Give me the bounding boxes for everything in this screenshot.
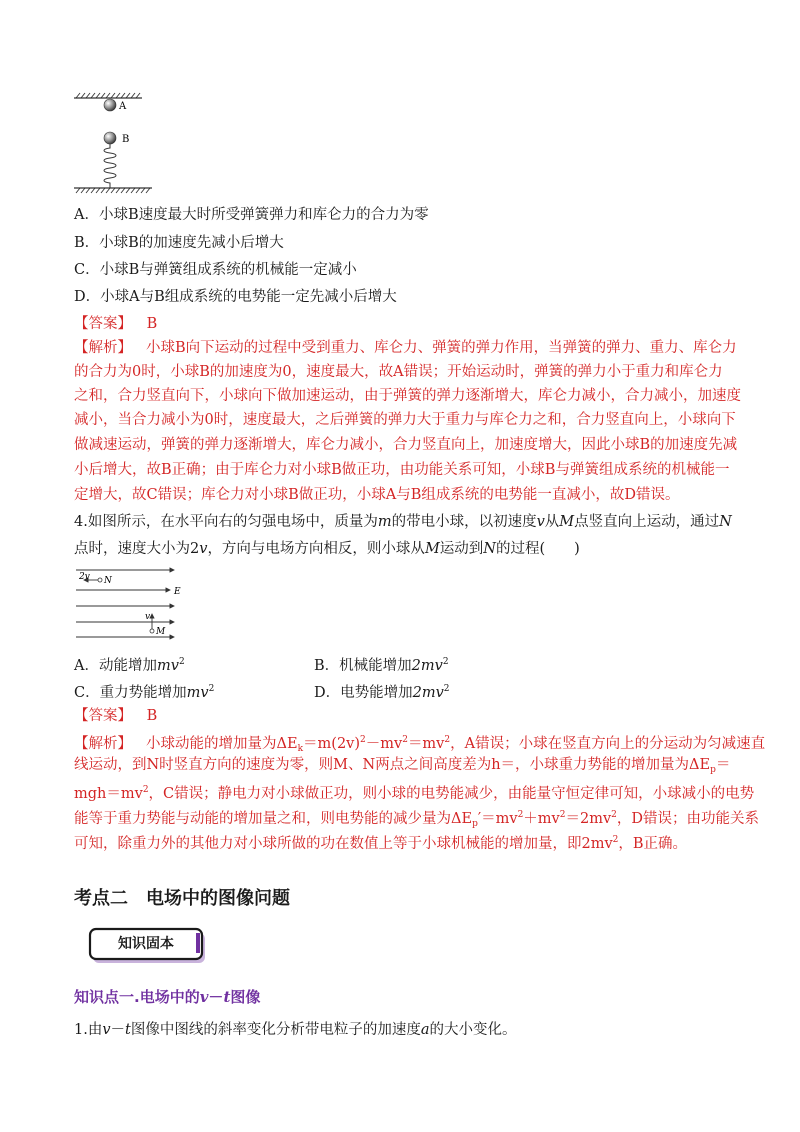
q4-analysis-line-2: 线运动，到N时竖直方向的速度为零，则M、N两点之间高度差为h＝，小球重力势能的增加量为$\Delta E_p=$ [74, 757, 731, 775]
spring-ball-figure [70, 92, 160, 200]
electric-field-figure [74, 566, 186, 642]
section-title: 考点二 电场中的图像问题 [74, 888, 290, 909]
q3-analysis-line-3: 之和，合力竖直向下，小球向下做加速运动，由于弹簧的弹力逐渐增大，库仑力减小，合力减小，加速度 [74, 388, 741, 404]
q4-stem-line-2: 点时，速度大小为2v，方向与电场方向相反，则小球从M运动到N的过程( ) [74, 541, 580, 557]
q4-option-c: C．重力势能增加$mv^2$ [74, 684, 215, 701]
analysis-tag: 【解析】 [74, 340, 132, 356]
q3-option-a: A．小球B速度最大时所受弹簧弹力和库仑力的合力为零 [74, 207, 429, 223]
knowledge-item-1: 1.由v－t图像中图线的斜率变化分析带电粒子的加速度a的大小变化。 [74, 1022, 517, 1038]
q3-option-c: C．小球B与弹簧组成系统的机械能一定减小 [74, 262, 357, 278]
q4-answer: 【答案】 B [74, 708, 158, 724]
q4-option-d: D．电势能增加$2mv^2$ [314, 684, 450, 701]
q3-analysis-line-2: 的合力为0时，小球B的加速度为0，速度最大，故A错误；开始运动时，弹簧的弹力小于重力和库仑力 [74, 364, 723, 380]
answer-value: B [146, 316, 158, 332]
analysis-tag: 【解析】 [74, 736, 132, 752]
badge-label: 知识固本 [118, 936, 174, 952]
point-m [150, 629, 154, 633]
q3-answer [74, 314, 157, 334]
q4-option-a: A．动能增加$mv^2$ [74, 657, 185, 674]
ball-a [104, 99, 116, 111]
q4-analysis-line-3: $mgh=mv^2$，C错误；静电力对小球做正功，则小球的电势能减少，由能量守恒定律可知，小球减小的电势 [74, 785, 755, 802]
knowledge-badge [88, 927, 210, 965]
q4-option-b: B．机械能增加$2mv^2$ [314, 657, 449, 674]
q4-analysis-line-1: 【解析】 小球动能的增加量为$\Delta E_k=m(2v)^2-mv^2=mv^2$，A错误；小球在竖直方向上的分运动为匀减速直 [74, 735, 766, 754]
fig-label-v: v [145, 612, 151, 622]
point-n [98, 578, 102, 582]
label-b: B [122, 134, 130, 145]
q4-stem-line-1: 4.如图所示，在水平向右的匀强电场中，质量为m的带电小球，以初速度v从M点竖直向上运动，通过N [74, 514, 732, 530]
fig-label-e: E [174, 587, 181, 597]
fig-label-n: N [104, 576, 112, 586]
q3-analysis-line-6: 小后增大，故B正确；由于库仑力对小球B做正功，由功能关系可知，小球B与弹簧组成系统的机械能一 [74, 462, 730, 478]
q4-analysis-line-4: 能等于重力势能与动能的增加量之和，则电势能的减少量为$\Delta E_p'=mv^2+mv^2=2mv^2$，D错误；由功能关系 [74, 810, 760, 829]
spring [104, 144, 116, 188]
q3-option-d: D．小球A与B组成系统的电势能一定先减小后增大 [74, 289, 397, 305]
q3-analysis-line-1: 【解析】 小球B向下运动的过程中受到重力、库仑力、弹簧的弹力作用，当弹簧的弹力、重力、库仑力 [74, 340, 737, 356]
q3-option-b: B．小球B的加速度先减小后增大 [74, 235, 284, 251]
ball-b [104, 132, 116, 144]
knowledge-point-title: 知识点一.电场中的v－t图像 [74, 988, 261, 1006]
fig-label-m: M [156, 627, 166, 637]
fig-label-2v: 2v [79, 572, 90, 582]
q4-analysis-line-5: 可知，除重力外的其他力对小球所做的功在数值上等于小球机械能的增加量，即$2mv^2$，B正确。 [74, 835, 688, 852]
label-a: A [119, 101, 127, 112]
q3-analysis-line-7: 定增大，故C错误；库仑力对小球B做正功，小球A与B组成系统的电势能一直减小，故D错误。 [74, 487, 680, 503]
answer-tag: 【答案】 [74, 316, 132, 332]
q3-analysis-line-4: 减小，当合力减小为0时，速度最大，之后弹簧的弹力大于重力与库仑力之和，合力竖直向上，小球向下 [74, 412, 736, 428]
q3-analysis-line-5: 做减速运动，弹簧的弹力逐渐增大，库仑力减小，合力竖直向上，加速度增大，因此小球B的加速度先减 [74, 437, 738, 453]
